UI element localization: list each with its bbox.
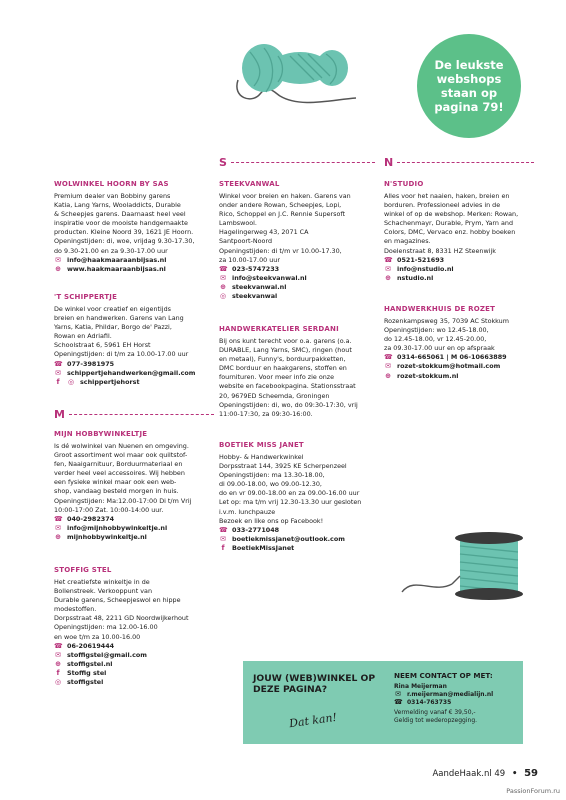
dashed-line	[69, 414, 214, 415]
contact-email[interactable]: r.meijerman@medialijn.nl	[407, 690, 494, 698]
phone-icon: ☎	[384, 255, 393, 264]
phone-icon: ☎	[384, 353, 393, 362]
shop-phone[interactable]: 06-20619444	[67, 641, 115, 650]
mail-icon: ✉	[55, 523, 61, 532]
badge-line: staan op	[440, 86, 498, 100]
shop-title: N'STUDIO	[384, 180, 424, 188]
badge-line: De leukste	[434, 57, 504, 72]
shop-description: Bij ons kunt terecht voor o.a. garens (o.a. DURABLE, Lang Yarns, SMC), ringen (hout en metaal), Funny's, borduurpakketten, DMC borduur en haakgarens, stoffen en fournituren. Voor meer info zie onze website en facebookpagina. Stationsstraat 20, 9679ED Scheemda, Groningen Openingstijden: di, wo, do 09:30-17:30, vrij 11:00-17:30, za 09:30-16:00.	[219, 336, 358, 418]
shop-website[interactable]: steekvanwal.nl	[232, 282, 287, 291]
shop-title: STOFFIG STEL	[54, 566, 112, 574]
globe-icon: ⊕	[55, 659, 61, 668]
divider-letter: N	[384, 156, 394, 169]
shop-email[interactable]: info@steekvanwal.nl	[232, 273, 307, 282]
phone-icon: ☎	[219, 264, 228, 273]
shop-title: HANDWERKATELIER SERDANI	[219, 325, 339, 333]
facebook-icon: f	[56, 668, 60, 677]
shop-instagram[interactable]: stoffigstel	[67, 677, 104, 686]
shop-email[interactable]: boetiekmissjanet@outlook.com	[232, 534, 345, 543]
mail-icon: ✉	[220, 273, 226, 282]
instagram-icon: ◎	[219, 292, 227, 301]
shop-email[interactable]: info@haakmaaraanbijsas.nl	[67, 255, 167, 264]
page-footer	[432, 768, 538, 779]
mail-icon: ✉	[395, 690, 401, 699]
thread-spool-illustration	[400, 522, 540, 604]
shop-phone[interactable]: 040-2982374	[67, 514, 115, 523]
shop-description: Het creatiefste winkeltje in de Bollenstreek. Verkooppunt van Durable garens, Scheepjeswol en hippe modestoffen. Dorpsstraat 48, 2211 GD Noordwijkerhout Openingstijden: ma 12.00-16.00 en woe t/m za 10.00-16.00	[54, 577, 189, 641]
globe-icon: ⊕	[220, 282, 226, 291]
shop-website[interactable]: stoffigstel.nl	[67, 659, 113, 668]
phone-icon: ☎	[394, 698, 403, 707]
globe-icon: ⊕	[55, 264, 61, 273]
shop-mijn-hobbywinkeltje	[54, 430, 214, 542]
shop-description: Hobby- & Handwerkwinkel Dorpsstraat 144, 3925 KE Scherpenzeel Openingstijden: ma 13.30-18.00, di 09.00-18.00, wo 09.00-12.30, do en vr 09.00-18.00 en za 09.00-16.00 uur Let op: ma t/m vrij 12.30-13.30 uur gesloten i.v.m. lunchpauze Bezoek en like ons op Facebook!	[219, 452, 362, 525]
yarn-ball-illustration	[230, 34, 360, 108]
contact-heading: NEEM CONTACT OP MET:	[394, 671, 493, 680]
shop-phone[interactable]: 023-5747233	[232, 264, 280, 273]
globe-icon: ⊕	[55, 532, 61, 541]
mail-icon: ✉	[55, 650, 61, 659]
shop-phone[interactable]: 0314-665061 | M 06-10663889	[397, 353, 507, 362]
shop-instagram[interactable]: steekvanwal	[232, 291, 278, 300]
shop-phone[interactable]: 077-3981975	[67, 359, 115, 368]
shop-description: De winkel voor creatief en eigentijds breien en handwerken. Garens van Lang Yarns, Katia, Phildar, Borgo de' Pazzi, Rowan en Adriafil. Schoolstraat 6, 5961 EH Horst Openingstijden: di t/m za 10.00-17.00 uur	[54, 304, 189, 359]
badge-line: pagina 79!	[434, 100, 504, 115]
globe-icon: ⊕	[385, 273, 391, 282]
instagram-icon: ◎	[67, 377, 75, 386]
mail-icon: ✉	[55, 255, 61, 264]
phone-icon: ☎	[54, 641, 63, 650]
shop-email[interactable]: rozet-stokkum@hotmail.com	[397, 362, 501, 371]
globe-icon: ⊕	[385, 371, 391, 380]
shop-email[interactable]: info@mijnhobbywinkeltje.nl	[67, 523, 168, 532]
letter-divider-m	[54, 408, 214, 421]
shop-handwerkhuis-de-rozet	[384, 305, 534, 381]
letter-divider-s	[219, 156, 375, 169]
shop-title: BOETIEK MISS JANET	[219, 441, 304, 449]
shop-description: Winkel voor breien en haken. Garens van onder andere Rowan, Scheepjes, Lopi, Rico, Schoppel en J.C. Rennie Supersoft Lambswool. Hagelingerweg 43, 2071 CA Santpoort-Noord Openingstijden: di t/m vr 10.00-17.30, za 10.00-17.00 uur	[219, 191, 351, 264]
shop-title: HANDWERKHUIS DE ROZET	[384, 305, 496, 313]
shop-stoffig-stel	[54, 566, 214, 687]
watermark: PassionForum.ru	[506, 787, 560, 795]
magazine-name: AandeHaak.nl 49	[432, 769, 506, 779]
shop-boetiek-miss-janet	[219, 441, 381, 553]
shop-social[interactable]: schippertjehorst	[80, 377, 140, 386]
dashed-line	[231, 162, 375, 163]
shop-title: MIJN HOBBYWINKELTJE	[54, 430, 148, 438]
mail-icon: ✉	[385, 264, 391, 273]
shop-steekvanwal	[219, 180, 381, 301]
shop-nstudio	[384, 180, 534, 283]
shop-wolwinkel-hoorn	[54, 180, 214, 274]
shop-facebook[interactable]: Stoffig stel	[67, 668, 107, 677]
instagram-icon: ◎	[54, 678, 62, 687]
promo-contact	[394, 671, 518, 725]
advertise-promo-box	[243, 661, 523, 744]
divider-letter: S	[219, 156, 227, 169]
shop-email[interactable]: schippertjehandwerken@gmail.com	[67, 368, 196, 377]
shop-phone[interactable]: 0521-521693	[397, 255, 445, 264]
shop-description: Rozenkampsweg 35, 7039 AC Stokkum Openingstijden: wo 12.45-18.00, do 12.45-18.00, vr 12.45-20.00, za 09.30-17.00 uur en op afspraak	[384, 316, 509, 353]
shop-website[interactable]: nstudio.nl	[397, 273, 434, 282]
webshops-badge	[417, 34, 521, 138]
promo-script-text: Dat kan!	[288, 710, 338, 731]
facebook-icon: f	[56, 377, 60, 386]
shop-website[interactable]: www.haakmaaraanbijsas.nl	[67, 264, 166, 273]
shop-title: STEEKVANWAL	[219, 180, 280, 188]
dashed-line	[397, 162, 534, 163]
shop-website[interactable]: mijnhobbywinkeltje.nl	[67, 532, 147, 541]
shop-title: 'T SCHIPPERTJE	[54, 293, 118, 301]
promo-note: Vermelding vanaf € 39,50,- Geldig tot wederopzegging.	[394, 709, 478, 725]
shop-phone[interactable]: 033-2771048	[232, 525, 280, 534]
mail-icon: ✉	[385, 362, 391, 371]
shop-title: WOLWINKEL HOORN BY SAS	[54, 180, 169, 188]
shop-handwerkatelier-serdani	[219, 325, 381, 419]
facebook-icon: f	[221, 543, 225, 552]
shop-description: Alles voor het naaien, haken, breien en borduren. Professioneel advies in de winkel of op de webshop. Merken: Rowan, Schachenmayr, Durable, Prym, Yarn and Colors, DMC, Vervaco enz. hobby boeken en magazines. Doelenstraat 8, 8331 HZ Steenwijk	[384, 191, 519, 255]
shop-description: Is dé wolwinkel van Nuenen en omgeving. Groot assortiment wol maar ook quiltstof- fen, Naaigarnituur, Borduurmateriaal en verder heel veel accessoires. Wij hebben een fysieke winkel maar ook een web- shop, vandaag besteld morgen in huis. Openingstijden: Ma:12.00-17:00 Di t/m Vrij 10:00-17:00 Zat. 10:00-14:00 uur.	[54, 441, 192, 514]
contact-name: Rina Meijerman	[394, 682, 447, 690]
mail-icon: ✉	[220, 534, 226, 543]
divider-letter: M	[54, 408, 65, 421]
shop-t-schippertje	[54, 293, 214, 387]
footer-bullet: •	[511, 769, 518, 779]
badge-line: webshops	[436, 71, 502, 86]
phone-icon: ☎	[54, 514, 63, 523]
shop-facebook[interactable]: BoetiekMissJanet	[232, 543, 295, 552]
shop-website[interactable]: rozet-stokkum.nl	[397, 371, 459, 380]
shop-email[interactable]: info@nstudio.nl	[397, 264, 454, 273]
shop-description: Premium dealer van Bobbiny garens Katia, Lang Yarns, Wooladdicts, Durable & Scheepjes garens. Daarnaast heel veel inspiratie voor de mooiste handgemaakte producten. Kleine Noord 39, 1621 JE Hoorn. Openingstijden: di, woe, vrijdag 9.30-17.30, do 9.30-21.00 en za 9.30-17.00 uur	[54, 191, 195, 255]
letter-divider-n	[384, 156, 534, 169]
page-number: 59	[524, 768, 538, 779]
shop-email[interactable]: stoffigstel@gmail.com	[67, 650, 147, 659]
phone-icon: ☎	[54, 359, 63, 368]
mail-icon: ✉	[55, 368, 61, 377]
contact-phone[interactable]: 0314-763735	[407, 698, 452, 706]
promo-heading: JOUW (WEB)WINKEL OP DEZE PAGINA?	[253, 673, 376, 696]
phone-icon: ☎	[219, 525, 228, 534]
